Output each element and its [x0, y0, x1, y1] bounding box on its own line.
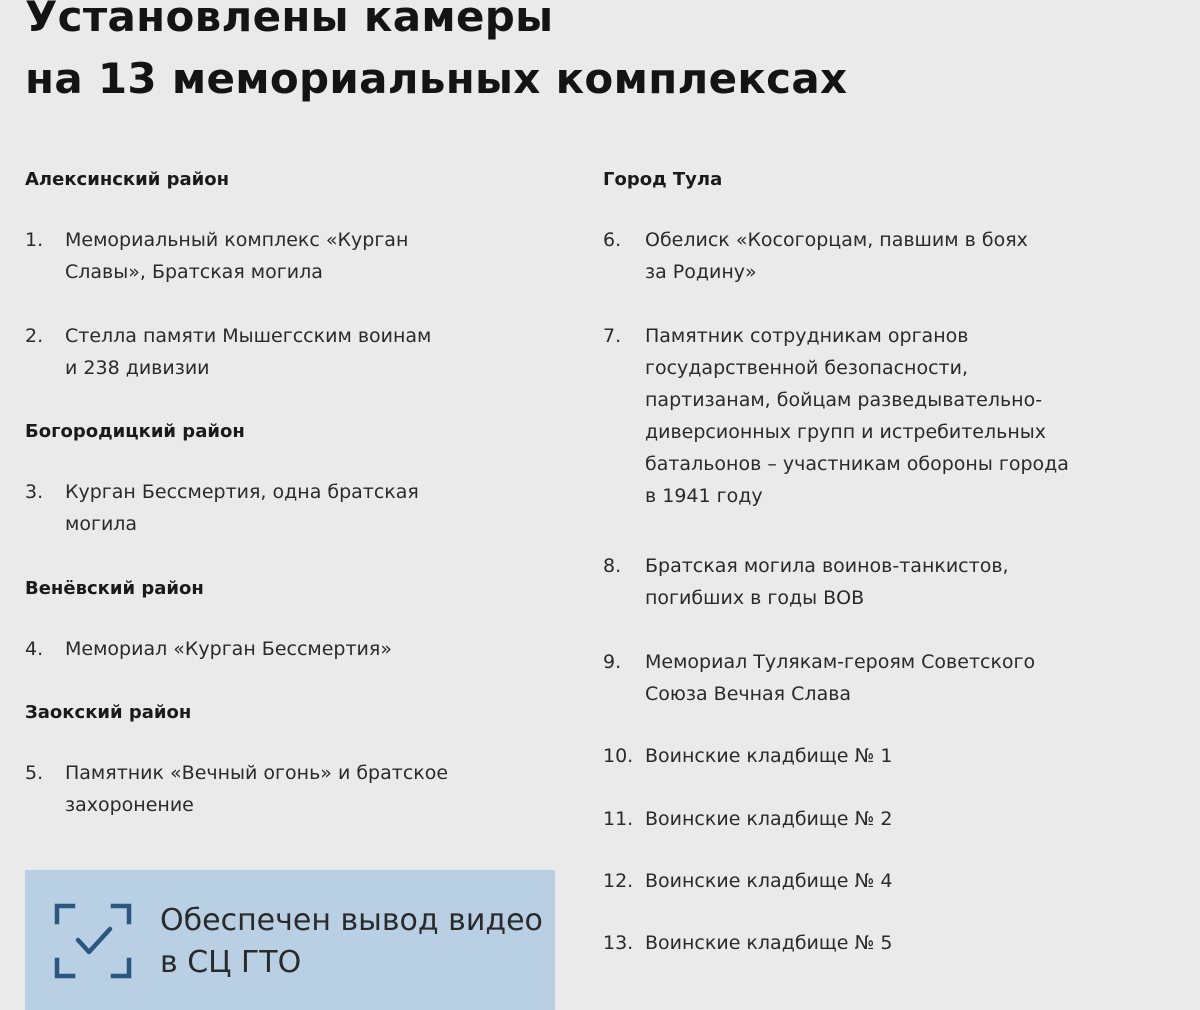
item-text: Воинские кладбище № 1 [645, 745, 893, 767]
page-title [25, 0, 1175, 110]
item-number: 6. [603, 229, 622, 251]
item-number: 11. [603, 808, 634, 830]
item-text: Воинские кладбище № 2 [645, 808, 893, 830]
section-heading-aleksinsky: Алексинский район [25, 169, 230, 190]
section-heading-zaoksky: Заокский район [25, 702, 192, 723]
item-text: Курган Бессмертия, одна братская могила [65, 481, 419, 535]
item-number: 2. [25, 325, 44, 347]
item-number: 1. [25, 229, 44, 251]
item-number: 8. [603, 555, 622, 577]
item-number: 9. [603, 651, 622, 673]
section-heading-venevsky: Венёвский район [25, 578, 204, 599]
item-text: Мемориал «Курган Бессмертия» [65, 638, 392, 660]
video-output-notice [25, 870, 555, 1010]
item-number: 10. [603, 745, 634, 767]
item-text: Мемориальный комплекс «Курган Славы», Братская могила [65, 229, 409, 283]
title-line-2: на 13 мемориальных комплексах [25, 54, 848, 103]
item-number: 5. [25, 762, 44, 784]
item-number: 12. [603, 870, 634, 892]
item-text: Памятник сотрудникам органов государственной безопасности, партизанам, бойцам разведывательно- диверсионных групп и истребительных батальонов – участникам обороны города в 1941 году [645, 325, 1069, 507]
title-line-1: Установлены камеры [25, 0, 554, 41]
item-text: Обелиск «Косогорцам, павшим в боях за Родину» [645, 229, 1028, 283]
notice-text: Обеспечен вывод видео в СЦ ГТО [160, 903, 543, 980]
camera-check-icon [53, 902, 133, 980]
item-text: Братская могила воинов-танкистов, погибших в годы ВОВ [645, 555, 1009, 609]
item-number: 4. [25, 638, 44, 660]
item-number: 3. [25, 481, 44, 503]
item-text: Мемориал Тулякам-героям Советского Союза Вечная Слава [645, 651, 1036, 705]
item-number: 13. [603, 932, 634, 954]
item-text: Воинские кладбище № 4 [645, 870, 893, 892]
section-heading-tula: Город Тула [603, 169, 723, 190]
item-text: Воинские кладбище № 5 [645, 932, 893, 954]
item-number: 7. [603, 325, 622, 347]
item-text: Стелла памяти Мышегсским воинам и 238 дивизии [65, 325, 432, 379]
section-heading-bogoroditsky: Богородицкий район [25, 421, 245, 442]
item-text: Памятник «Вечный огонь» и братское захоронение [65, 762, 449, 816]
